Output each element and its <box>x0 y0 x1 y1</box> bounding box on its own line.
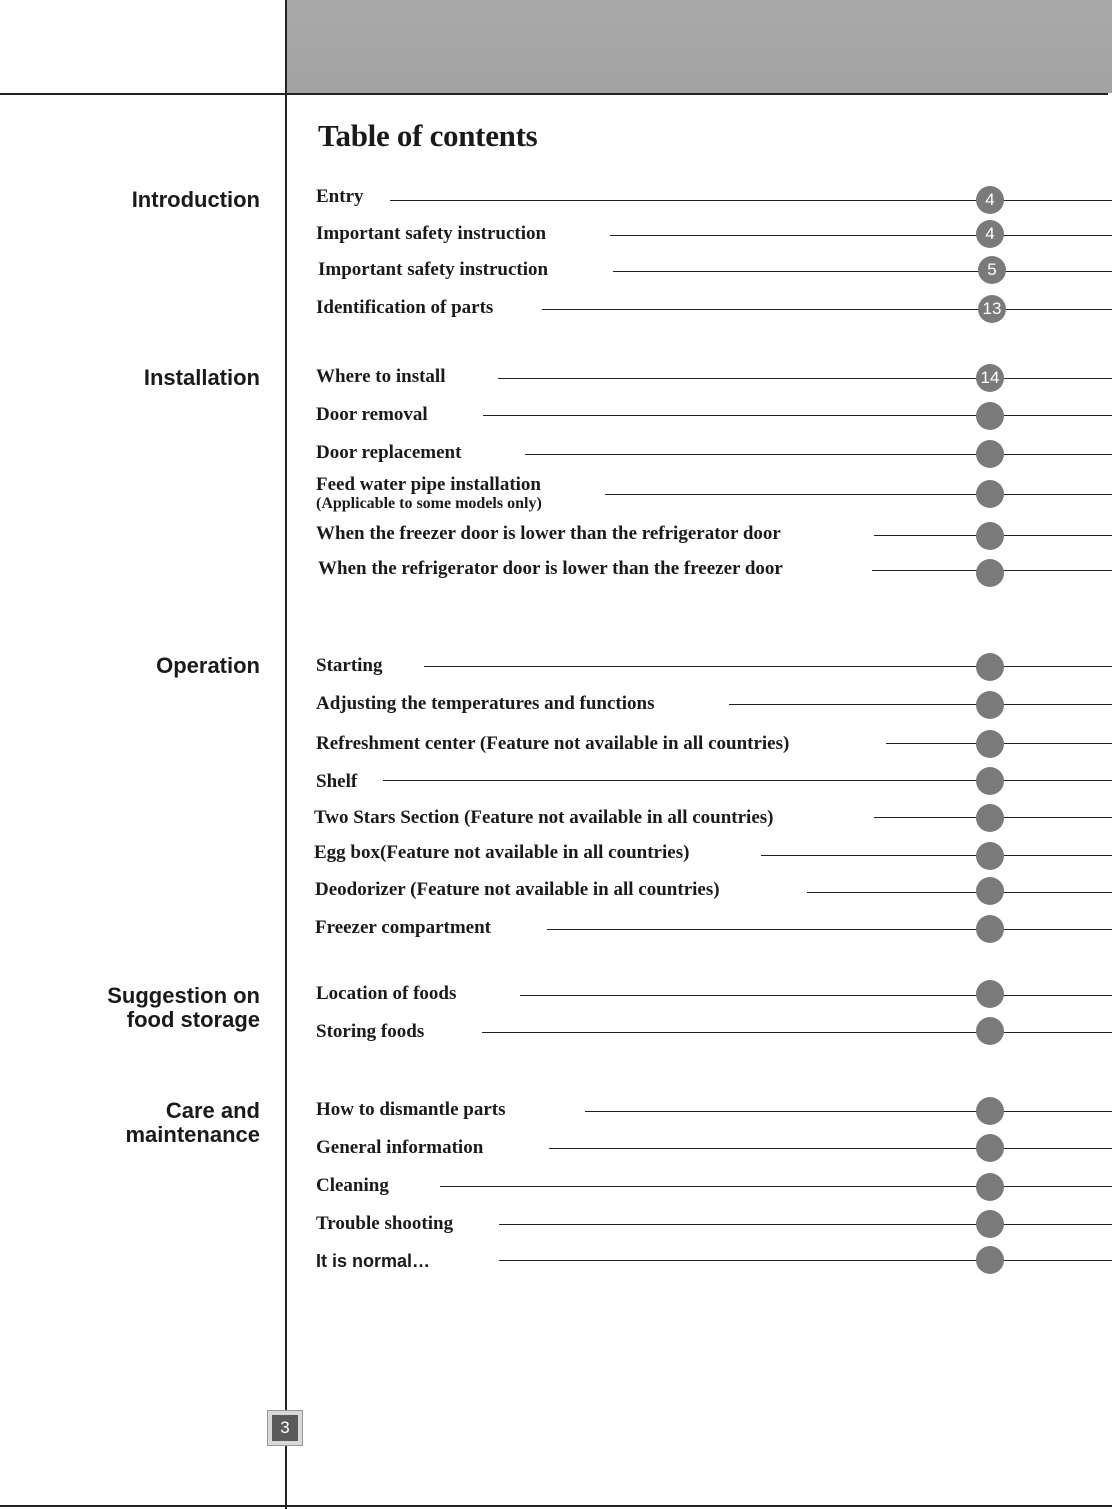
page-number-badge: 13 <box>978 295 1006 323</box>
toc-entry-text: Deodorizer (Feature not available in all countries) <box>315 879 720 900</box>
page-number-badge <box>976 1134 1004 1162</box>
page-number-badge <box>976 980 1004 1008</box>
toc-entry-text: Egg box(Feature not available in all countries) <box>314 842 690 863</box>
page-number-badge <box>976 522 1004 550</box>
leader-line <box>613 271 1112 272</box>
toc-entry-shelf[interactable] <box>316 771 1112 801</box>
leader-line <box>483 415 1112 416</box>
leader-line <box>542 309 1112 310</box>
toc-entry-deodorizer[interactable] <box>316 879 1112 909</box>
page-number-badge: 5 <box>978 256 1006 284</box>
toc-entry-door-removal[interactable] <box>316 404 1112 434</box>
toc-entry-dismantle[interactable] <box>316 1099 1112 1129</box>
page-number-badge <box>976 480 1004 508</box>
toc-entry-starting[interactable] <box>316 655 1112 685</box>
leader-line <box>585 1111 1112 1112</box>
leader-line <box>547 929 1112 930</box>
top-rule <box>0 93 1108 95</box>
page-number-badge: 14 <box>976 364 1004 392</box>
leader-line <box>525 454 1112 455</box>
section-introduction[interactable] <box>132 188 260 212</box>
section-food-storage[interactable] <box>107 984 260 1032</box>
toc-entry-freezer-lower[interactable] <box>316 523 1112 553</box>
toc-entry-text: Adjusting the temperatures and functions <box>316 693 655 714</box>
toc-entry-text: Location of foods <box>316 983 457 1004</box>
toc-entry-safety-1[interactable] <box>316 223 1112 253</box>
page-number-badge <box>976 1097 1004 1125</box>
page-number-badge <box>976 559 1004 587</box>
toc-entry-it-is-normal[interactable] <box>316 1250 1112 1280</box>
leader-line <box>499 1260 1112 1261</box>
page-number-badge <box>976 402 1004 430</box>
page-number-badge <box>976 730 1004 758</box>
page-number-badge <box>976 440 1004 468</box>
toc-entry-cleaning[interactable] <box>316 1175 1112 1205</box>
section-care-maintenance[interactable] <box>126 1099 261 1147</box>
page-number-badge <box>976 804 1004 832</box>
toc-entry-freezer-compartment[interactable] <box>316 917 1112 947</box>
page-number-badge <box>976 1017 1004 1045</box>
toc-entry-text: Where to install <box>316 366 446 387</box>
toc-entry-text: General information <box>316 1137 484 1158</box>
section-label-line: maintenance <box>125 1122 260 1147</box>
toc-entry-text: Two Stars Section (Feature not available in all countries) <box>314 807 774 828</box>
leader-line <box>605 494 1112 495</box>
leader-line <box>610 235 1112 236</box>
page-number-badge <box>976 653 1004 681</box>
toc-entry-trouble-shooting[interactable] <box>316 1213 1112 1243</box>
section-label-line: Suggestion on <box>107 983 260 1008</box>
leader-line <box>424 666 1112 667</box>
leader-line <box>729 704 1112 705</box>
toc-entry-identification[interactable] <box>316 297 1112 327</box>
section-label-line: Introduction <box>131 187 260 212</box>
toc-entry-text: Starting <box>316 655 383 676</box>
toc-entry-text: Important safety instruction <box>318 259 549 280</box>
toc-entry-refrigerator-lower[interactable] <box>316 558 1112 588</box>
toc-entry-text: When the refrigerator door is lower than the freezer door <box>318 558 783 579</box>
toc-entry-location-foods[interactable] <box>316 983 1112 1013</box>
leader-line <box>482 1032 1112 1033</box>
toc-entry-subtext: (Applicable to some models only) <box>316 495 542 512</box>
toc-entry-text: Door removal <box>316 404 428 425</box>
section-label-line: Operation <box>156 653 260 678</box>
toc-entry-text: It is normal… <box>316 1251 431 1271</box>
section-installation[interactable] <box>144 366 260 390</box>
toc-entry-entry[interactable] <box>316 186 1112 216</box>
page-number-badge <box>976 691 1004 719</box>
leader-line <box>807 892 1112 893</box>
toc-entry-text: Door replacement <box>316 442 462 463</box>
toc-entry-text: Refreshment center (Feature not available in all countries) <box>316 733 790 754</box>
section-label-line: Installation <box>143 365 260 390</box>
bottom-rule <box>0 1505 1112 1507</box>
toc-entry-door-replacement[interactable] <box>316 442 1112 472</box>
toc-entry-general-info[interactable] <box>316 1137 1112 1167</box>
section-operation[interactable] <box>156 654 260 678</box>
leader-line <box>549 1148 1112 1149</box>
toc-entry-adjusting[interactable] <box>316 693 1112 723</box>
page-number-badge <box>976 1173 1004 1201</box>
leader-line <box>440 1186 1112 1187</box>
toc-entry-text: Cleaning <box>316 1175 389 1196</box>
toc-entry-feed-water[interactable] <box>316 474 1112 518</box>
page-number-badge <box>976 1210 1004 1238</box>
toc-entry-text: When the freezer door is lower than the refrigerator door <box>316 523 781 544</box>
leader-line <box>498 378 1112 379</box>
toc-entry-text: Entry <box>316 186 364 207</box>
toc-entry-storing-foods[interactable] <box>316 1021 1112 1051</box>
page-number-badge <box>976 842 1004 870</box>
vertical-rule <box>285 0 287 1509</box>
toc-entry-text: Feed water pipe installation <box>316 474 542 495</box>
toc-entry-text: Shelf <box>316 771 358 792</box>
page-title: Table of contents <box>318 118 538 153</box>
toc-entry-text: Storing foods <box>316 1021 425 1042</box>
leader-line <box>520 995 1112 996</box>
leader-line <box>499 1224 1112 1225</box>
toc-entry-two-stars[interactable] <box>316 807 1112 837</box>
page-number-badge <box>976 1246 1004 1274</box>
page-number-badge: 4 <box>976 186 1004 214</box>
page-number-box <box>267 1410 303 1446</box>
toc-entry-egg-box[interactable] <box>316 842 1112 872</box>
leader-line <box>761 855 1112 856</box>
toc-entry-where-install[interactable] <box>316 366 1112 396</box>
header-band <box>286 0 1112 93</box>
toc-entry-text: Freezer compartment <box>315 917 492 938</box>
page-number-badge <box>976 877 1004 905</box>
page-number: 3 <box>272 1415 298 1441</box>
toc-entry-text: How to dismantle parts <box>316 1099 506 1120</box>
page-number-badge: 4 <box>976 220 1004 248</box>
toc-entry-text: Important safety instruction <box>316 223 547 244</box>
page-number-badge <box>976 767 1004 795</box>
toc-entry-text: Identification of parts <box>316 297 494 318</box>
section-label-line: Care and <box>165 1098 260 1123</box>
toc-entry-refreshment[interactable] <box>316 733 1112 763</box>
toc-entry-safety-2[interactable] <box>316 259 1112 289</box>
section-label-line: food storage <box>126 1007 260 1032</box>
page-number-badge <box>976 915 1004 943</box>
toc-entry-text: Trouble shooting <box>316 1213 454 1234</box>
